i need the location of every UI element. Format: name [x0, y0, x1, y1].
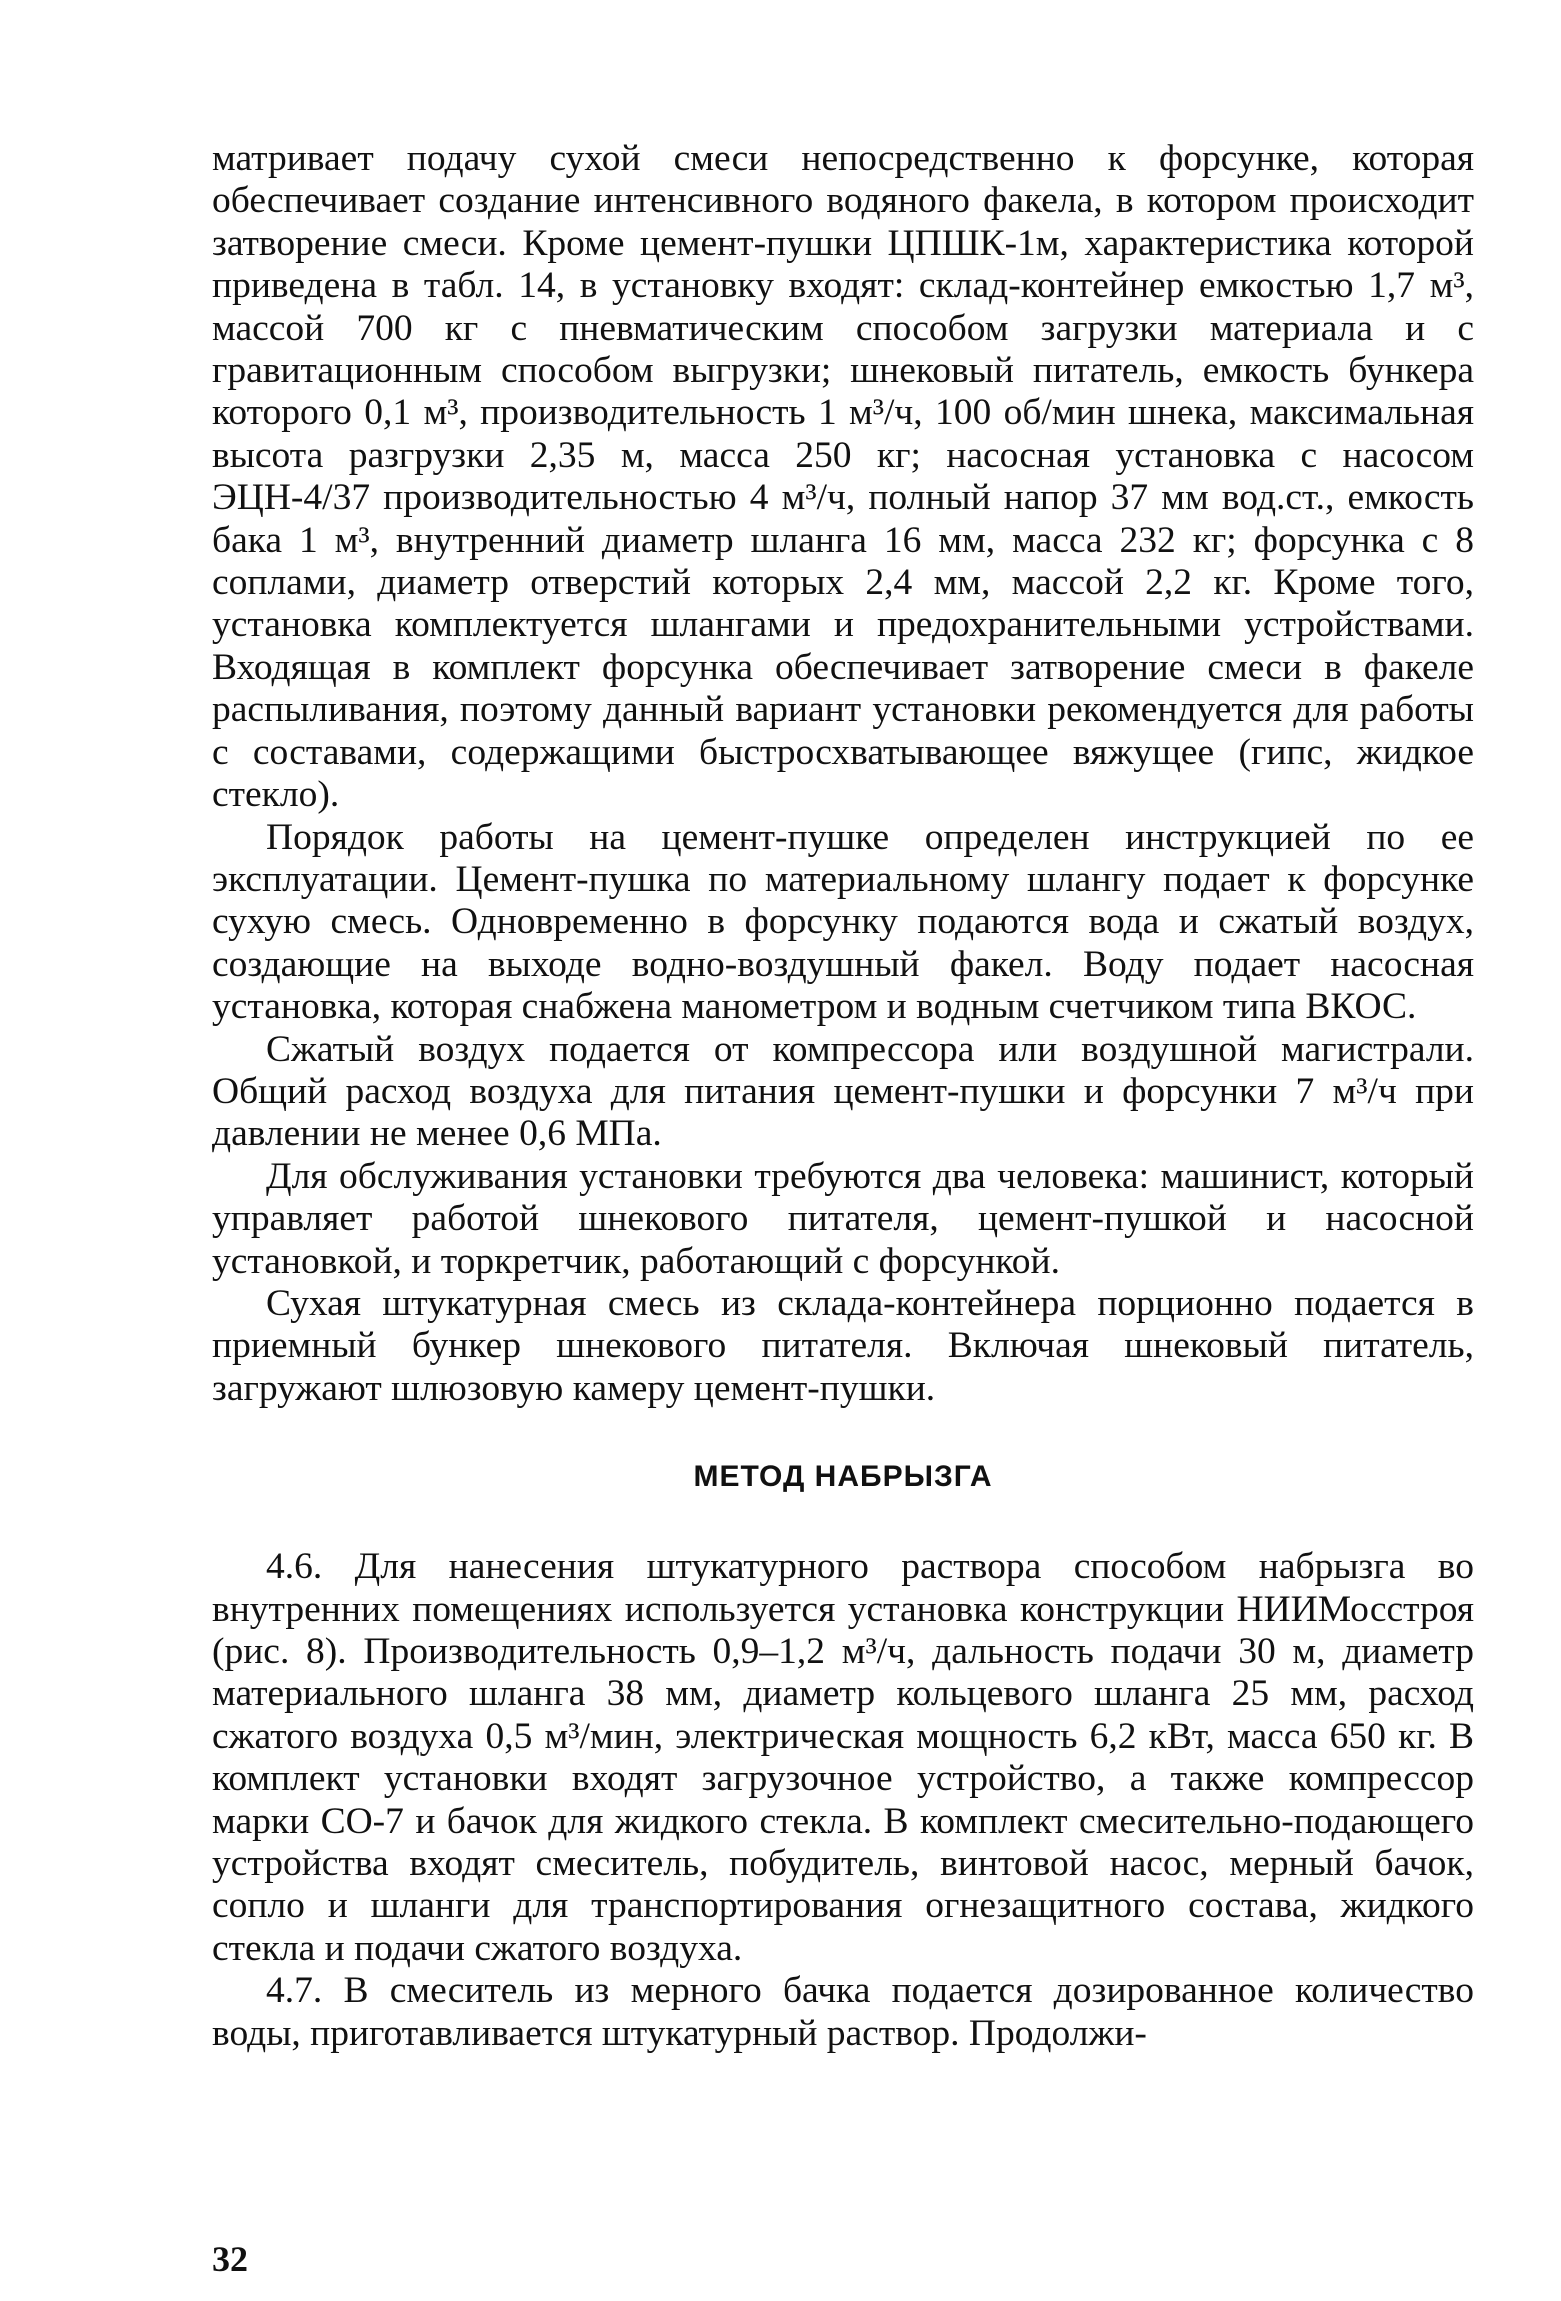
page-number: 32 — [212, 2239, 248, 2279]
paragraph-4: Для обслуживания установки требуются два человека: машинист, который управляет работой шнекового питателя, цемент-пушкой и насосной установкой, и торкретчик, работающий с форсункой. — [212, 1155, 1474, 1282]
paragraph-1: матривает подачу сухой смеси непосредственно к форсунке, которая обеспечивает создание интенсивного водяного факела, в котором происходит затворение смеси. Кроме цемент-пушки ЦПШК-1м, характеристика которой приведена в табл. 14, в установку входят: склад-контейнер емкостью 1,7 м³, массой 700 кг с пневматическим способом загрузки материала и с гравитационным способом выгрузки; шнековый питатель, емкость бункера которого 0,1 м³, производительность 1 м³/ч, 100 об/мин шнека, максимальная высота разгрузки 2,35 м, масса 250 кг; насосная установка с насосом ЭЦН-4/37 производительностью 4 м³/ч, полный напор 37 мм вод.ст., емкость бака 1 м³, внутренний диаметр шланга 16 мм, масса 232 кг; форсунка с 8 соплами, диаметр отверстий которых 2,4 мм, массой 2,2 кг. Кроме того, установка комплектуется шлангами и предохранительными устройствами. Входящая в комплект форсунка обеспечивает затворение смеси в факеле распыливания, поэтому данный вариант установки рекомендуется для работы с составами, содержащими быстросхватывающее вяжущее (гипс, жидкое стекло). — [212, 138, 1474, 816]
paragraph-4-7: 4.7. В смеситель из мерного бачка подается дозированное количество воды, приготавливается штукатурный раствор. Продолжи- — [212, 1970, 1474, 2054]
paragraph-5: Сухая штукатурная смесь из склада-контейнера порционно подается в приемный бункер шнекового питателя. Включая шнековый питатель, загружают шлюзовую камеру цемент-пушки. — [212, 1282, 1474, 1409]
page-body — [212, 138, 1474, 2055]
paragraph-3: Сжатый воздух подается от компрессора или воздушной магистрали. Общий расход воздуха для питания цемент-пушки и форсунки 7 м³/ч при давлении не менее 0,6 МПа. — [212, 1028, 1474, 1155]
paragraph-4-6: 4.6. Для нанесения штукатурного раствора способом набрызга во внутренних помещениях используется установка конструкции НИИМосстроя (рис. 8). Производительность 0,9–1,2 м³/ч, дальность подачи 30 м, диаметр материального шланга 38 мм, диаметр кольцевого шланга 25 мм, расход сжатого воздуха 0,5 м³/мин, электрическая мощность 6,2 кВт, масса 650 кг. В комплект установки входят загрузочное устройство, а также компрессор марки СО-7 и бачок для жидкого стекла. В комплект смесительно-подающего устройства входят смеситель, побудитель, винтовой насос, мерный бачок, сопло и шланги для транспортирования огнезащитного состава, жидкого стекла и подачи сжатого воздуха. — [212, 1546, 1474, 1969]
section-heading: МЕТОД НАБРЫЗГА — [693, 1460, 993, 1494]
paragraph-2: Порядок работы на цемент-пушке определен инструкцией по ее эксплуатации. Цемент-пушка по материальному шлангу подает к форсунке сухую смесь. Одновременно в форсунку подаются вода и сжатый воздух, создающие на выходе водно-воздушный факел. Воду подает насосная установка, которая снабжена манометром и водным счетчиком типа ВКОС. — [212, 816, 1474, 1028]
